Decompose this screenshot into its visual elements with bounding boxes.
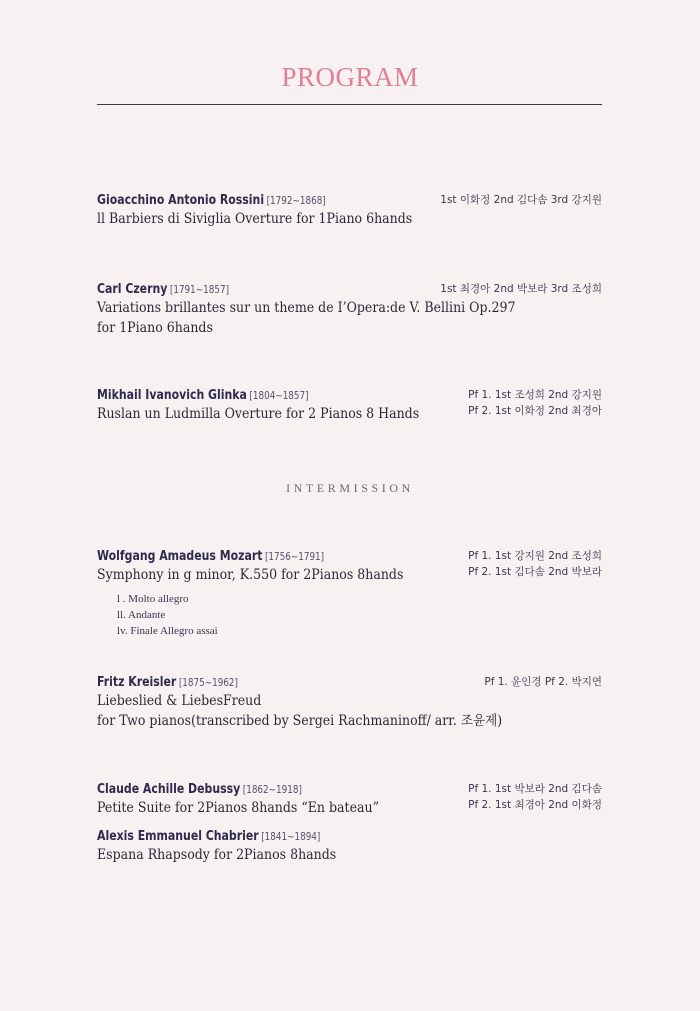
movement-item: ll. Andante [117, 609, 166, 621]
movement-item: l . Molto allegro [117, 593, 189, 605]
title-divider [97, 104, 602, 105]
composer-years: [1792~1868] [266, 195, 326, 207]
composer-label: Alexis Emmanuel Chabrier [97, 829, 259, 844]
composer-name [97, 387, 521, 404]
composer-label: Mikhail Ivanovich Glinka [97, 388, 247, 403]
work-title [97, 209, 567, 229]
composer-label: Claude Achille Debussy [97, 782, 241, 797]
program-entry-czerny [97, 281, 602, 338]
composer-label: Fritz Kreisler [97, 675, 177, 690]
composer-name [97, 781, 521, 798]
page-title: PROGRAM [281, 62, 419, 92]
movement-item: lv. Finale Allegro assai [117, 625, 218, 637]
performer-line: Pf 2. 1st 최경아 2nd 이화정 [468, 799, 602, 811]
work-line: ll Barbiers di Siviglia Overture for 1Piano 6hands [97, 211, 413, 227]
composer-name [97, 674, 521, 691]
program-entry-mozart [97, 548, 602, 639]
composer-years: [1875~1962] [178, 677, 238, 689]
composer-label: Carl Czerny [97, 282, 168, 297]
performers [468, 387, 602, 419]
work-line: Ruslan un Ludmilla Overture for 2 Pianos 8 Hands [97, 406, 420, 422]
performers [484, 674, 602, 690]
performers [468, 781, 602, 813]
composer-name [97, 828, 521, 845]
composer-label: Wolfgang Amadeus Mozart [97, 549, 263, 564]
performers [440, 281, 602, 297]
performer-line: Pf 2. 1st 김다솜 2nd 박보라 [468, 566, 602, 578]
performer-line: Pf 1. 윤인경 Pf 2. 박지연 [484, 676, 602, 688]
program-entry-glinka [97, 387, 602, 424]
performers [468, 548, 602, 580]
program-entry-rossini [97, 192, 602, 229]
program-entry-kreisler [97, 674, 602, 731]
work-line: Variations brillantes sur un theme de I’Opera:de V. Bellini Op.297 [97, 300, 516, 316]
composer-years: [1841~1894] [261, 831, 321, 843]
work-title [97, 691, 567, 731]
program-entry-chabrier [97, 828, 602, 865]
program-entry-debussy [97, 781, 602, 818]
work-title [97, 298, 567, 338]
composer-years: [1756~1791] [264, 551, 325, 563]
work-line: for Two pianos(transcribed by Sergei Rachmaninoff/ arr. 조윤제) [97, 713, 503, 729]
work-line: Liebeslied & LiebesFreud [97, 693, 262, 709]
work-line: Symphony in g minor, K.550 for 2Pianos 8hands [97, 567, 404, 583]
work-title [97, 845, 567, 865]
performer-line: Pf 1. 1st 박보라 2nd 김다솜 [468, 783, 602, 795]
performer-line: Pf 1. 1st 강지원 2nd 조성희 [468, 550, 602, 562]
work-line: Petite Suite for 2Pianos 8hands “En bateau” [97, 800, 379, 816]
performers [440, 192, 602, 208]
composer-years: [1791~1857] [169, 284, 230, 296]
composer-years: [1804~1857] [249, 390, 309, 402]
composer-label: Gioacchino Antonio Rossini [97, 193, 265, 208]
composer-years: [1862~1918] [242, 784, 302, 796]
performer-line: 1st 이화정 2nd 김다솜 3rd 강지원 [440, 194, 602, 206]
performer-line: Pf 2. 1st 이화정 2nd 최경아 [468, 405, 602, 417]
intermission-label: INTERMISSION [286, 481, 414, 495]
work-line: for 1Piano 6hands [97, 320, 213, 336]
performer-line: Pf 1. 1st 조성희 2nd 강지원 [468, 389, 602, 401]
movement-list [117, 591, 602, 639]
performer-line: 1st 최경아 2nd 박보라 3rd 조성희 [440, 283, 602, 295]
composer-name [97, 548, 521, 565]
work-line: Espana Rhapsody for 2Pianos 8hands [97, 847, 337, 863]
